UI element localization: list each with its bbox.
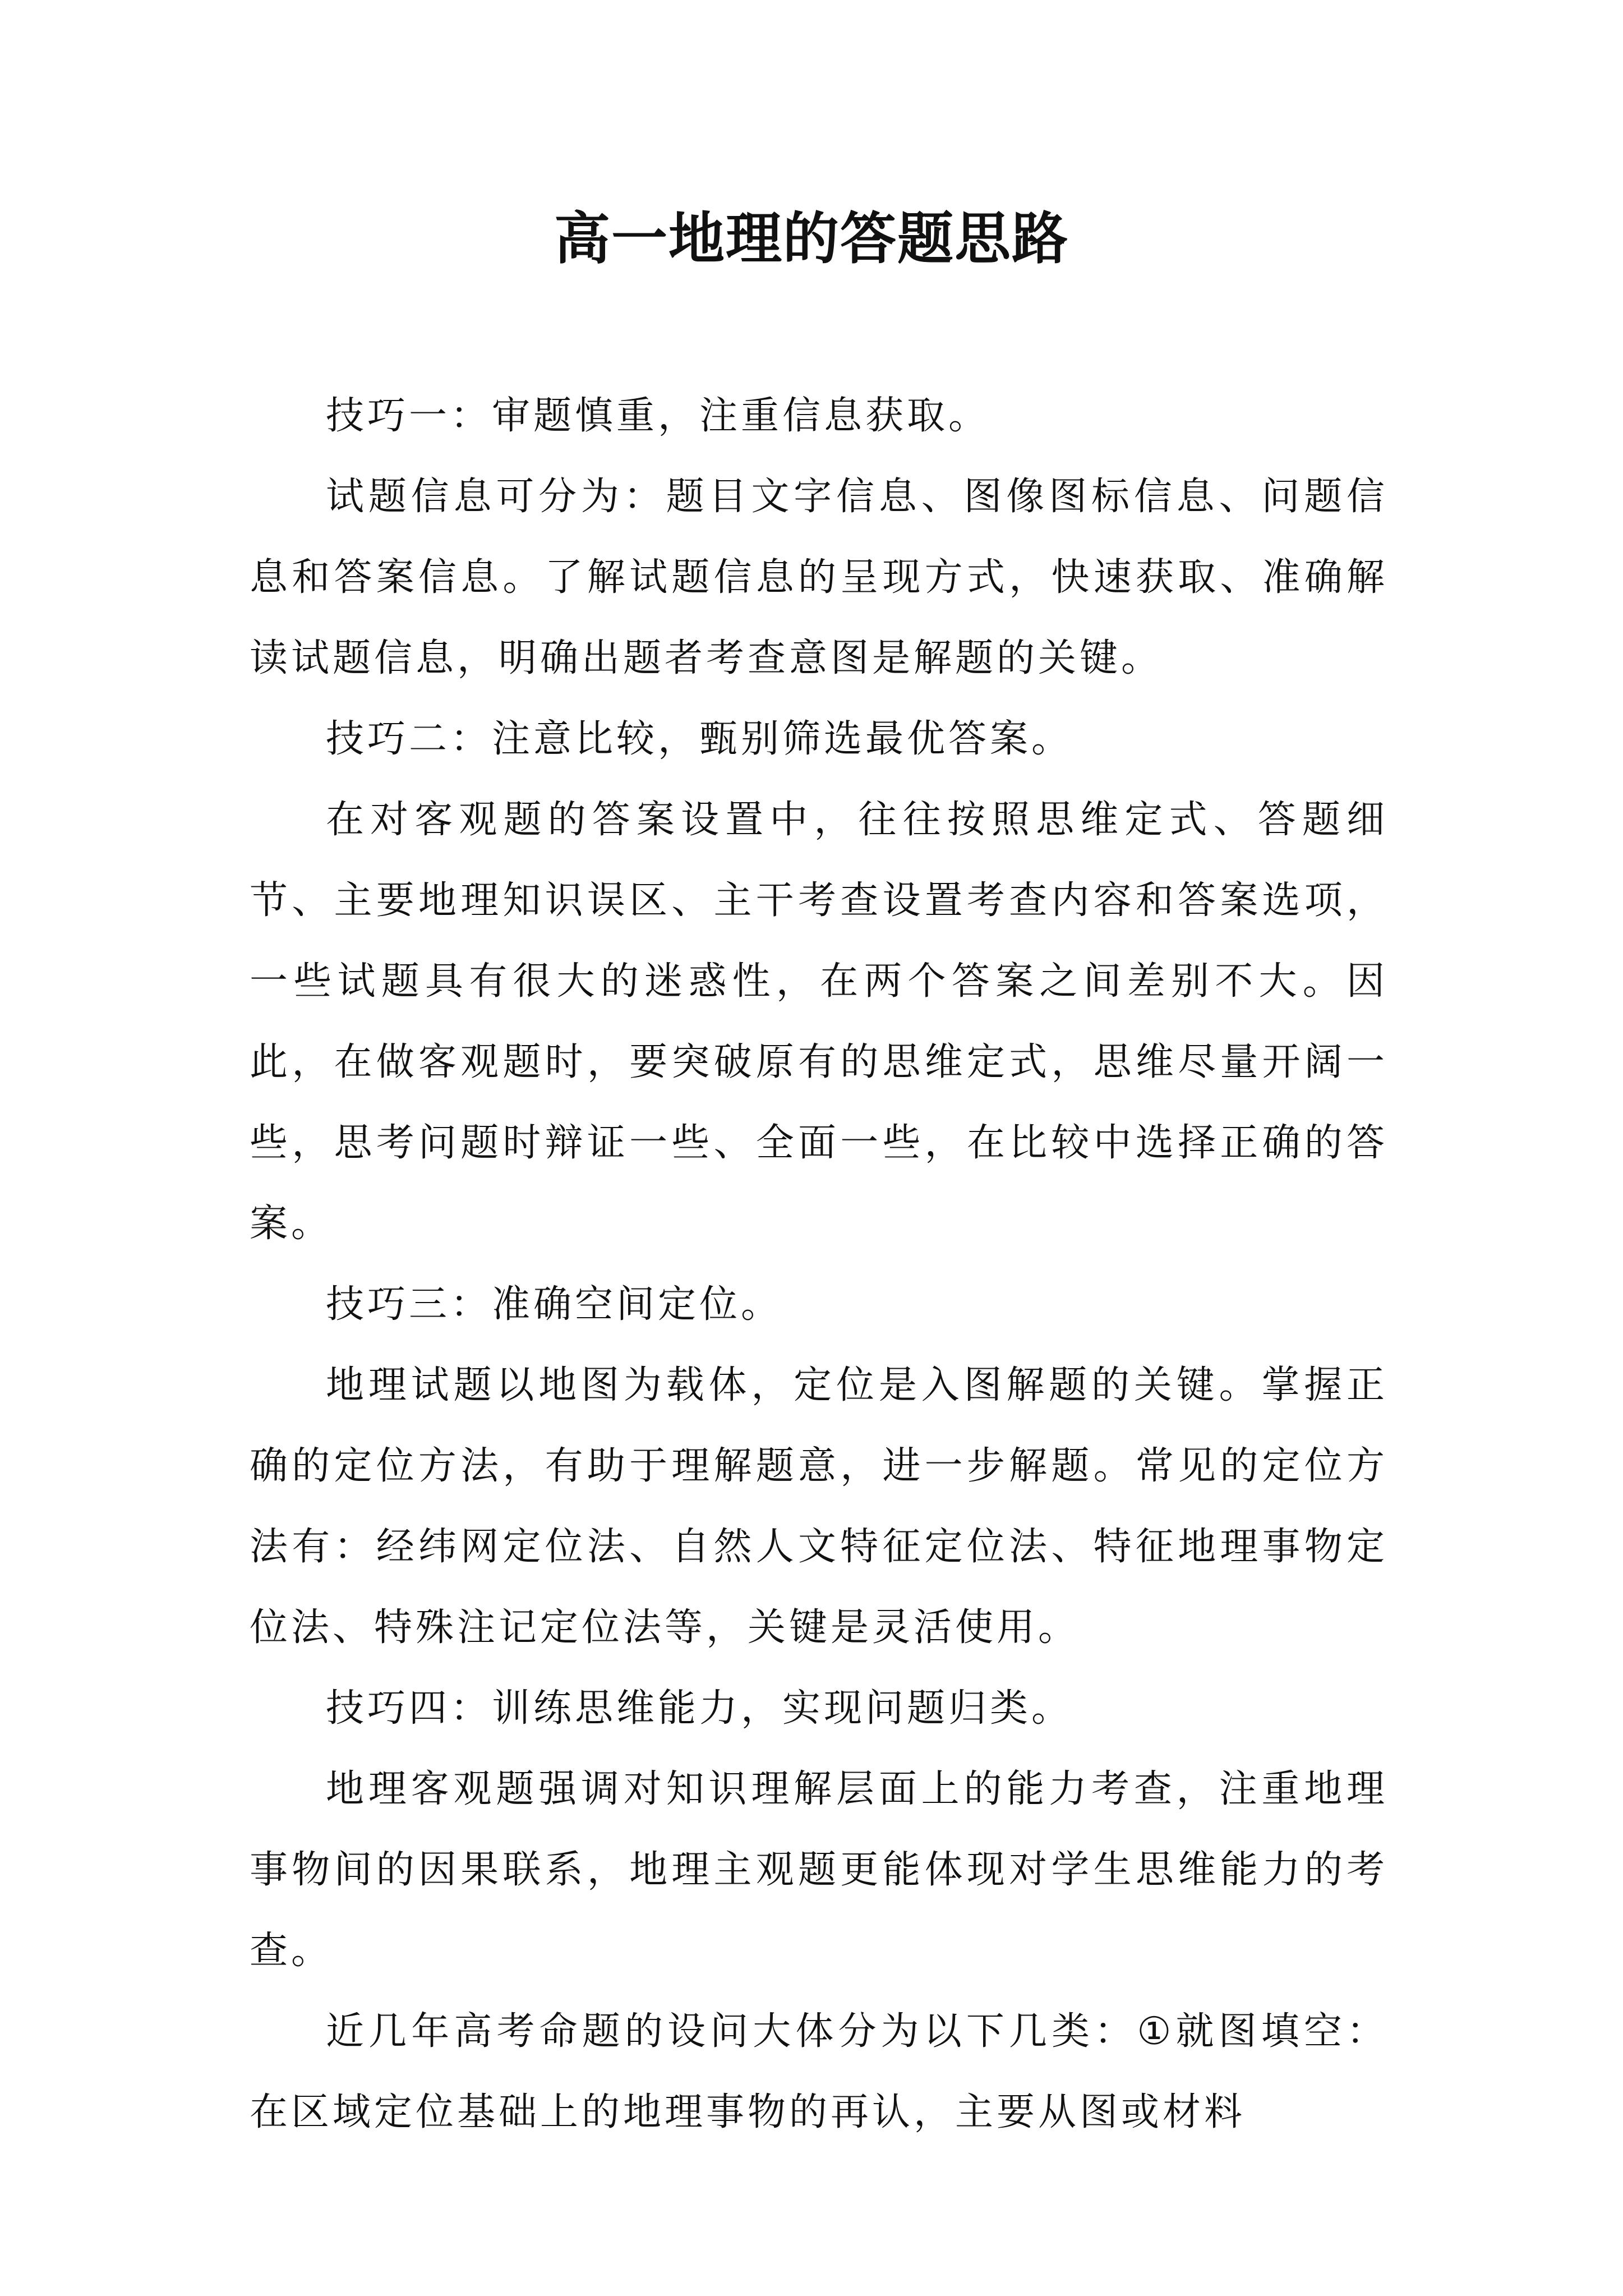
- paragraph-tip-2-heading: 技巧二：注意比较，甄别筛选最优答案。: [326, 717, 1073, 761]
- paragraph-tip-1-body: 试题信息可分为：题目文字信息、图像图标信息、问题信息和答案信息。了解试题信息的呈现方式，快速获取、准确解读试题信息，明确出题者考查意图是解题的关键。: [250, 475, 1388, 680]
- paragraph-tip-2-body: 在对客观题的答案设置中，往往按照思维定式、答题细节、主要地理知识误区、主干考查设置考查内容和答案选项，一些试题具有很大的迷惑性，在两个答案之间差别不大。因此，在做客观题时，要突破原有的思维定式，思维尽量开阔一些，思考问题时辩证一些、全面一些，在比较中选择正确的答案。: [250, 798, 1388, 1246]
- paragraph-tip-1-heading: 技巧一：审题慎重，注重信息获取。: [326, 394, 990, 438]
- paragraph-tip-3-heading: 技巧三：准确空间定位。: [326, 1282, 783, 1327]
- paragraph-question-types: 近几年高考命题的设问大体分为以下几类：①就图填空：在区域定位基础上的地理事物的再认，主要从图或材料: [250, 2009, 1388, 2134]
- paragraph-tip-4-body: 地理客观题强调对知识理解层面上的能力考查，注重地理事物间的因果联系，地理主观题更能体现对学生思维能力的考查。: [250, 1767, 1388, 1973]
- document-title: 高一地理的答题思路: [554, 205, 1069, 272]
- paragraph-tip-4-heading: 技巧四：训练思维能力，实现问题归类。: [326, 1686, 1073, 1731]
- document-body: [250, 376, 1388, 2153]
- paragraph-tip-3-body: 地理试题以地图为载体，定位是入图解题的关键。掌握正确的定位方法，有助于理解题意，进一步解题。常见的定位方法有：经纬网定位法、自然人文特征定位法、特征地理事物定位法、特殊注记定位法等，关键是灵活使用。: [250, 1363, 1388, 1650]
